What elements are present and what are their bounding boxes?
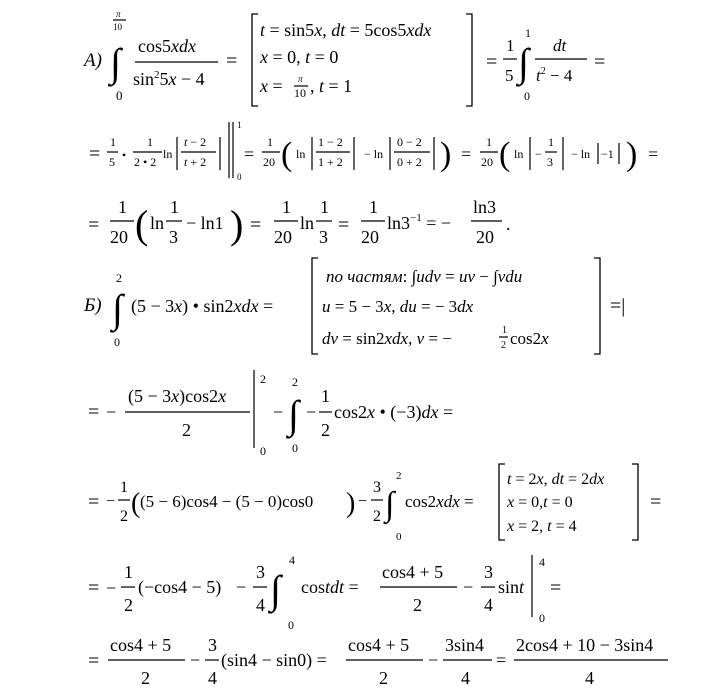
svg-text:0: 0 [396, 531, 402, 543]
svg-text:): ) [626, 136, 638, 173]
svg-text:∫: ∫ [270, 567, 281, 612]
svg-text:2: 2 [379, 668, 388, 688]
svg-text:−: − [236, 577, 247, 597]
svg-text:по частям: ∫udv = uv − ∫vdu: по частям: ∫udv = uv − ∫vdu [326, 267, 523, 286]
svg-text:=: = [88, 214, 100, 236]
svg-text:=: = [338, 214, 350, 236]
svg-text:1: 1 [120, 479, 128, 496]
svg-text:ln: ln [514, 147, 524, 161]
svg-text:=: = [250, 214, 262, 236]
result-lower-limit: 0 [524, 89, 530, 103]
svg-text:sin25x − 4: $\sin^25x - 4$ [133, 69, 205, 89]
svg-text:0 − 2: 0 − 2 [397, 135, 422, 149]
svg-text:•: • [122, 148, 127, 162]
part-b-line-3 [88, 464, 661, 543]
svg-text:(5 − 3x)cos2x: (5 − 3x)cos2x [128, 386, 227, 406]
svg-text:− ln1: − ln1 [186, 213, 224, 233]
svg-text:=: = [88, 401, 100, 423]
svg-text:cos4 + 5: cos4 + 5 [348, 635, 410, 655]
svg-text:3: 3 [373, 479, 381, 496]
svg-text:π: π [298, 74, 303, 84]
svg-text:4: 4 [585, 668, 594, 688]
svg-text:ln: ln [300, 213, 315, 233]
svg-text:2: 2 [120, 508, 128, 525]
svg-text:1: 1 [506, 36, 515, 55]
svg-text:2: 2 [501, 340, 506, 351]
part-b-line-5 [88, 635, 668, 688]
svg-text:, t = 1: , t = 1 [310, 76, 353, 96]
upper-limit-numerator: π [116, 9, 121, 19]
svg-text:2: 2 [182, 420, 191, 440]
svg-text:=: = [88, 491, 100, 513]
svg-text:20: 20 [481, 155, 493, 169]
svg-text:1: 1 [124, 562, 133, 582]
part-b-line-1 [83, 258, 625, 354]
svg-text:2: 2 [141, 668, 150, 688]
svg-text:4: 4 [256, 595, 265, 615]
svg-text:cos5xdx: cos5xdx [138, 36, 196, 56]
svg-text:dv = sin2xdx, v = −: dv = sin2xdx, v = − [322, 329, 452, 348]
svg-text:3: 3 [319, 227, 328, 247]
svg-text:1: 1 [502, 325, 507, 336]
svg-text:x =: x = [260, 76, 283, 96]
svg-text:): ) [440, 136, 452, 173]
substitution-box-b [499, 464, 638, 540]
part-a-label: A) [84, 50, 102, 71]
svg-text:): ) [346, 488, 356, 519]
svg-text:2: 2 [292, 375, 298, 389]
integration-by-parts-box [312, 258, 600, 354]
svg-text:1 + 2: 1 + 2 [318, 155, 343, 169]
svg-text:=: = [550, 577, 562, 599]
svg-text:=: = [89, 143, 101, 165]
svg-text:cos4 + 5: cos4 + 5 [382, 562, 444, 582]
svg-text:2: 2 [373, 508, 381, 525]
svg-text:t = sin5x, dt = 5cos5xdx: t = sin5x, dt = 5cos5xdx [260, 20, 432, 40]
svg-text:2: 2 [124, 595, 133, 615]
svg-text:∫: ∫ [288, 392, 299, 437]
svg-text:1: 1 [369, 197, 378, 217]
svg-text:−: − [106, 578, 117, 598]
svg-text:(5 − 6)cos4 − (5 − 0)cos0: (5 − 6)cos4 − (5 − 0)cos0 [140, 492, 314, 511]
svg-text:5: 5 [505, 66, 514, 85]
part-b-line-4 [88, 553, 561, 632]
svg-text:=: = [486, 51, 498, 73]
svg-text:20: 20 [476, 227, 494, 247]
svg-text:2: 2 [321, 420, 330, 440]
svg-text:1: 1 [147, 135, 153, 149]
part-a-line-2 [89, 120, 658, 182]
part-a-line-1 [82, 9, 605, 106]
svg-text:1: 1 [486, 135, 492, 149]
svg-text:1: 1 [170, 197, 179, 217]
svg-text:x = 2, t = 4: x = 2, t = 4 [507, 518, 577, 535]
svg-text:3sin4: 3sin4 [445, 635, 485, 655]
result-upper-limit: 1 [525, 26, 531, 40]
svg-text:0: 0 [288, 618, 294, 632]
svg-text:∫: ∫ [385, 486, 395, 523]
svg-text:1: 1 [110, 135, 116, 149]
svg-text:t − 2: t − 2 [184, 135, 207, 149]
svg-text:2cos4 + 10 − 3sin4: 2cos4 + 10 − 3sin4 [516, 635, 654, 655]
svg-text:(: ( [135, 202, 149, 247]
svg-text:0: 0 [292, 441, 298, 455]
svg-text:costdt =: costdt = [301, 577, 359, 597]
svg-text:ln: ln [150, 213, 165, 233]
svg-text:20: 20 [274, 227, 292, 247]
svg-text:u = 5 − 3x, du = − 3dx: u = 5 − 3x, du = − 3dx [322, 297, 474, 316]
svg-text:−: − [106, 402, 117, 422]
svg-text:ln: ln [163, 147, 173, 161]
svg-text:1: 1 [118, 197, 127, 217]
svg-text:dt: dt [553, 36, 567, 55]
upper-limit-denominator: 10 [113, 22, 122, 32]
svg-text:ln3−1 = −: $\ln 3^{-1}$ = − [387, 212, 452, 233]
svg-text:cos2x • (−3)dx =: cos2x • (−3)dx = [334, 402, 454, 422]
svg-text:−: − [190, 650, 201, 670]
svg-text:0: 0 [539, 611, 545, 625]
svg-text:−: − [106, 493, 116, 510]
svg-text:(−cos4 − 5): (−cos4 − 5) [138, 577, 222, 597]
svg-text:(sin4 − sin0) =: (sin4 − sin0) = [221, 650, 327, 670]
svg-text:1: 1 [548, 135, 554, 149]
svg-text:−: − [306, 402, 317, 422]
svg-text:=: = [88, 577, 100, 599]
substitution-box [252, 14, 472, 106]
part-b-line-2 [88, 370, 453, 458]
svg-text:sint: sint [498, 577, 525, 597]
result-integral-sign: ∫ [518, 40, 529, 85]
svg-text:5: 5 [109, 155, 115, 169]
svg-text:(5 − 3x) • sin2xdx =: (5 − 3x) • sin2xdx = [131, 296, 274, 316]
svg-text:): ) [230, 202, 244, 247]
svg-text:=: = [496, 650, 507, 670]
svg-text:(: ( [281, 136, 293, 173]
svg-text:1: 1 [282, 197, 291, 217]
svg-text:4: 4 [208, 668, 217, 688]
svg-text:10: 10 [294, 86, 306, 100]
svg-text:2: 2 [413, 595, 422, 615]
svg-text:3: 3 [256, 562, 265, 582]
svg-text:t = 2x, dt = 2dx: t = 2x, dt = 2dx [507, 471, 605, 488]
svg-text:−: − [535, 147, 542, 161]
svg-text:=: = [648, 144, 659, 164]
svg-text:4: 4 [539, 555, 545, 569]
svg-text:20: 20 [263, 155, 275, 169]
svg-text:3: 3 [484, 562, 493, 582]
svg-text:1: 1 [267, 135, 273, 149]
svg-text:4: 4 [289, 553, 295, 567]
part-a-line-3 [88, 197, 511, 247]
svg-text:t2 − 4: $t^2 - 4$ [536, 66, 573, 85]
svg-text:=: = [244, 144, 255, 164]
svg-text:x = 0, t = 0: x = 0, t = 0 [260, 47, 339, 67]
svg-text:0: 0 [114, 335, 120, 349]
svg-text:−: − [358, 493, 368, 510]
svg-text:− ln: − ln [571, 147, 591, 161]
svg-text:(: ( [499, 136, 511, 173]
svg-text:cos4 + 5: cos4 + 5 [110, 635, 172, 655]
svg-text:−1: −1 [601, 147, 614, 161]
svg-text:1: 1 [237, 120, 242, 130]
svg-text:− ln: − ln [364, 147, 384, 161]
svg-text:2 • 2: 2 • 2 [134, 155, 157, 169]
svg-text:=: = [226, 50, 238, 72]
svg-text:=|: =| [610, 295, 626, 317]
svg-text:=: = [461, 144, 472, 164]
svg-text:3: 3 [547, 155, 553, 169]
svg-text:3: 3 [169, 227, 178, 247]
svg-text:−: − [428, 650, 439, 670]
svg-text:=: = [650, 491, 662, 513]
svg-text:∫: ∫ [112, 286, 123, 331]
svg-text:cos2xdx =: cos2xdx = [405, 492, 474, 511]
svg-text:1 − 2: 1 − 2 [318, 135, 343, 149]
svg-text:−: − [463, 577, 474, 597]
svg-text:4: 4 [484, 595, 493, 615]
svg-text:0 + 2: 0 + 2 [397, 155, 422, 169]
svg-text:0: 0 [237, 172, 242, 182]
svg-text:ln3: ln3 [473, 197, 497, 217]
svg-text:1: 1 [320, 197, 329, 217]
svg-text:1: 1 [321, 386, 330, 406]
svg-text:20: 20 [110, 227, 128, 247]
svg-text:=: = [88, 650, 100, 672]
svg-text:t + 2: t + 2 [184, 155, 207, 169]
svg-text:=: = [594, 51, 606, 73]
integrand-fraction [133, 36, 218, 89]
svg-text:20: 20 [361, 227, 379, 247]
svg-text:4: 4 [461, 668, 470, 688]
lower-limit: 0 [116, 88, 123, 103]
part-b-label: Б) [84, 295, 102, 316]
svg-text:−: − [273, 402, 284, 422]
svg-text:2: 2 [260, 372, 266, 386]
svg-text:cos2x: cos2x [510, 329, 549, 348]
svg-text:ln: ln [296, 147, 306, 161]
svg-text:(: ( [131, 488, 141, 519]
svg-text:2: 2 [396, 470, 402, 482]
svg-text:0: 0 [260, 444, 266, 458]
integral-sign: ∫ [110, 40, 121, 85]
svg-text:.: . [506, 214, 511, 234]
svg-text:x = 0,t = 0: x = 0,t = 0 [507, 494, 573, 511]
svg-text:2: 2 [116, 271, 122, 285]
svg-text:3: 3 [208, 635, 217, 655]
